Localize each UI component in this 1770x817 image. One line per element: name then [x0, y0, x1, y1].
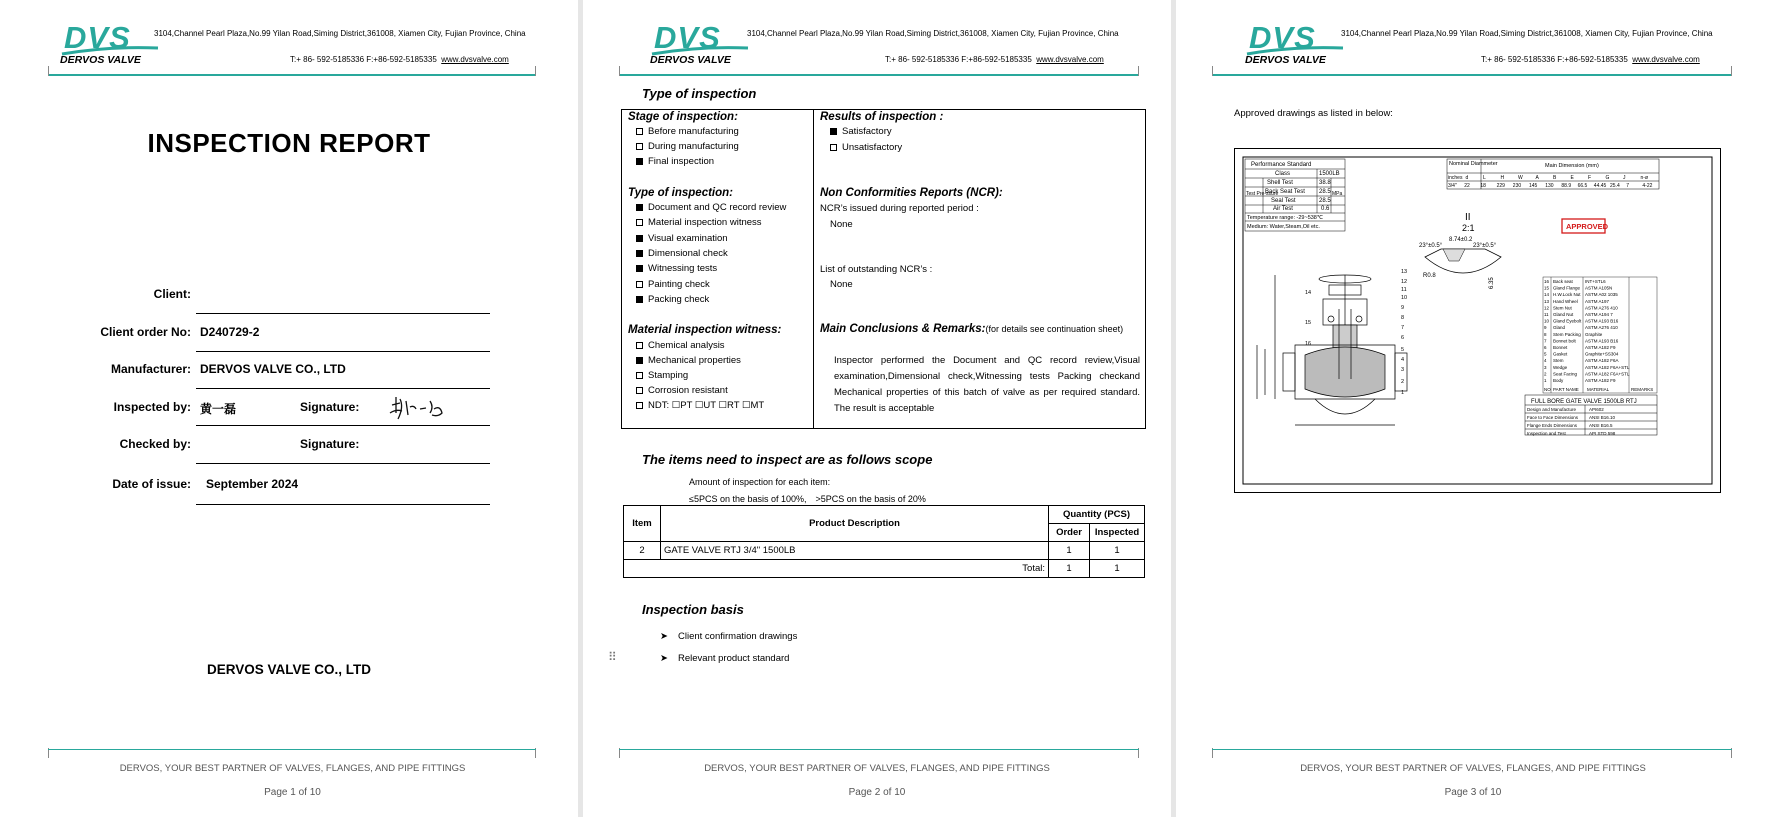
part-no: 3 — [1544, 364, 1547, 370]
type-checkbox-item[interactable] — [636, 217, 762, 228]
handwritten-signature-icon — [386, 391, 448, 423]
callout-number: 11 — [1401, 287, 1407, 293]
part-name: H.W.Lock Nut — [1553, 292, 1581, 298]
material-checkbox-item[interactable] — [636, 370, 688, 381]
seal-value: 28.5 — [1319, 198, 1331, 204]
material-checkbox-item[interactable] — [636, 400, 764, 411]
type-checkbox-item[interactable] — [636, 263, 717, 274]
scope-title: The items need to inspect are as follows scope — [642, 452, 933, 467]
header-tel: T:+ 86- 592-5185336 F:+86-592-5185335 — [1481, 55, 1628, 64]
parts-rows — [1544, 279, 1653, 392]
part-material: ASTM A193 B16 — [1585, 338, 1619, 344]
dim-value: 66.5 — [1577, 183, 1588, 189]
basis-item — [660, 653, 789, 664]
form-line — [196, 351, 490, 352]
conclusion-text: Inspector performed the Document and QC record review,Visual examination,Dimensional check,Witnessing tests Packing checkand Mechanical properties of this batch of valve as per required standard. The result is acceptable — [834, 355, 1140, 414]
header-rule — [1212, 74, 1732, 76]
perf-title: Performance Standard — [1251, 162, 1312, 168]
header-contact — [885, 55, 1104, 64]
detail-dimensions — [1419, 237, 1497, 289]
part-name: Stem Nut — [1553, 305, 1572, 311]
conclusion-heading-text: Main Conclusions & Remarks: — [820, 323, 986, 335]
svg-text:DVS: DVS — [1249, 20, 1316, 55]
dim-header: inches — [1448, 175, 1463, 181]
title-block-label: Design and Manufacture — [1527, 407, 1577, 412]
part-no: 10 — [1544, 318, 1550, 324]
part-no: 1 — [1544, 378, 1547, 383]
manufacturer-value: DERVOS VALVE CO., LTD — [200, 362, 346, 376]
callout-number: 5 — [1401, 347, 1405, 353]
callout-number: 7 — [1401, 325, 1405, 331]
type-checkbox-item[interactable] — [636, 279, 710, 290]
dim-value: 18 — [1480, 183, 1486, 189]
callout-number: 16 — [1305, 341, 1312, 347]
header-address: 3104,Channel Pearl Plaza,No.99 Yilan Road,Siming District,361008, Xiamen City, Fujian Province, China — [747, 29, 1119, 38]
approved-stamp: APPROVED — [1566, 222, 1609, 231]
margin-mark — [619, 66, 620, 76]
checked-box-icon[interactable] — [636, 296, 643, 303]
margin-mark — [1138, 66, 1139, 76]
dim-header: E — [1570, 175, 1574, 181]
air-value: 0.6 — [1321, 206, 1330, 212]
table-row — [624, 542, 1145, 560]
part-no: 7 — [1544, 338, 1547, 344]
dim-value: 22 — [1464, 183, 1470, 189]
svg-text:8.74±0.2: 8.74±0.2 — [1449, 237, 1473, 243]
type-of-inspection-title: Type of inspection — [642, 86, 757, 101]
unchecked-box-icon[interactable] — [636, 372, 643, 379]
valve-cross-section-icon — [1257, 275, 1407, 425]
medium: Medium: Water,Steam,Oil etc. — [1247, 224, 1320, 230]
form-line — [196, 425, 490, 426]
dim-value: 44.45 — [1593, 183, 1607, 189]
dimension-text — [1449, 161, 1599, 169]
stage-checkbox-item[interactable] — [636, 156, 714, 167]
part-name: Seat Facing — [1553, 371, 1578, 377]
arrow-bullet-icon: ➤ — [660, 631, 668, 642]
callout-number: 15 — [1305, 320, 1312, 326]
dim-header: J — [1623, 175, 1626, 181]
dim-header: F — [1588, 175, 1592, 181]
type-checkbox-label: Packing check — [648, 293, 710, 305]
client-label: Client: — [153, 287, 191, 301]
callout-number: 8 — [1401, 315, 1405, 321]
margin-mark — [535, 66, 536, 76]
part-material: ASTM A105N — [1585, 285, 1613, 291]
total-order: 1 — [1049, 560, 1090, 578]
parts-header: PART NAME — [1553, 387, 1579, 392]
basis-item-text: Client confirmation drawings — [678, 631, 798, 642]
svg-text:DERVOS VALVE: DERVOS VALVE — [650, 54, 731, 64]
date-label: Date of issue: — [112, 477, 191, 491]
type-checkbox-label: Material inspection witness — [648, 217, 762, 229]
part-name: Gland Flange — [1553, 285, 1581, 291]
dim-header: B — [1553, 175, 1557, 181]
callout-number: 4 — [1401, 357, 1405, 363]
header-contact — [290, 55, 509, 64]
dim-value: 4-22 — [1642, 183, 1653, 189]
part-no: 6 — [1544, 345, 1547, 350]
unit: MPa — [1332, 191, 1343, 197]
form-line — [196, 313, 490, 314]
part-material: ASTM A276 410 — [1585, 305, 1618, 311]
inspected-by-value: 黄一磊 — [200, 402, 237, 416]
dvs-logo-icon — [1243, 18, 1353, 64]
col-qty-header: Quantity (PCS) — [1049, 506, 1145, 524]
air-test: Air Test — [1273, 206, 1293, 212]
part-no: 9 — [1544, 325, 1547, 331]
margin-mark — [1731, 66, 1732, 76]
part-no: 4 — [1544, 358, 1547, 364]
part-material: ASTM A193 B16 — [1585, 318, 1619, 324]
svg-text:DERVOS VALVE: DERVOS VALVE — [1245, 54, 1326, 64]
date-value: September 2024 — [206, 477, 299, 491]
stage-checkbox-label: Before manufacturing — [648, 126, 739, 137]
valve-drawing-svg — [1235, 149, 1720, 492]
callout-number: 6 — [1401, 335, 1405, 341]
dim-header: L — [1483, 175, 1486, 181]
stage-checkbox-item[interactable] — [636, 141, 739, 152]
unchecked-box-icon[interactable] — [830, 144, 837, 151]
drag-handle-icon[interactable]: ⠿ — [608, 650, 617, 664]
callout-number: 12 — [1401, 279, 1408, 285]
title-block-label: Face to Face Dimensions — [1527, 415, 1579, 420]
part-name: Back seat — [1553, 279, 1573, 284]
dim-value: 88.9 — [1561, 183, 1572, 189]
col-item-header: Item — [624, 506, 661, 542]
dim-header-row — [1448, 175, 1648, 181]
part-material: ASTM A197 — [1585, 298, 1610, 304]
total-label: Total: — [624, 560, 1049, 578]
part-name: Stem Packing — [1553, 331, 1581, 337]
part-name: Gasket — [1553, 351, 1568, 357]
dim-value: 145 — [1529, 183, 1538, 189]
temp-range: Temperature range: -29~538℃ — [1247, 215, 1324, 221]
dim-value: 130 — [1545, 183, 1554, 189]
title-block-value: ANSI B16.5 — [1589, 423, 1613, 428]
class-value: 1500LB — [1319, 171, 1340, 177]
signature-label: Signature: — [300, 400, 360, 414]
svg-text:6.35: 6.35 — [1489, 277, 1495, 289]
table-total-row — [624, 560, 1145, 578]
shell-value: 38.8 — [1319, 180, 1331, 186]
part-material: ASTM A182 F6A — [1585, 358, 1619, 364]
type-checkbox-item[interactable] — [636, 202, 786, 213]
part-material: INT+STL6 — [1585, 279, 1606, 284]
parts-header: MATERIAL — [1587, 387, 1610, 392]
stage-checkbox-label: Final inspection — [648, 156, 715, 167]
type-checkbox-label: Painting check — [648, 278, 710, 290]
material-checkbox-item[interactable] — [636, 385, 728, 396]
dvs-logo-icon — [648, 18, 758, 64]
part-name: Bonnet — [1553, 345, 1568, 350]
ncr-issued-value: None — [830, 219, 853, 230]
margin-mark — [1212, 66, 1213, 76]
part-material: ASTM A182 F9 — [1585, 345, 1616, 350]
basis-title: Inspection basis — [642, 602, 744, 617]
header-rule — [48, 74, 536, 76]
inspection-box-divider — [813, 109, 814, 429]
material-checkbox-label: NDT: ☐PT ☐UT ☐RT ☐MT — [648, 400, 765, 411]
form-line — [196, 504, 490, 505]
material-checkbox-item[interactable] — [636, 355, 741, 366]
back-value: 28.5 — [1319, 189, 1331, 195]
shell-test: Shell Test — [1267, 180, 1293, 186]
svg-text:DVS: DVS — [64, 20, 131, 55]
part-material: Graphite+SS304 — [1585, 351, 1619, 357]
header-website[interactable]: www.dvsvalve.com — [1036, 55, 1104, 64]
checked-box-icon[interactable] — [830, 128, 837, 135]
footer-slogan: DERVOS, YOUR BEST PARTNER OF VALVES, FLANGES, AND PIPE FITTINGS — [1300, 763, 1646, 774]
col-inspected-header: Inspected — [1090, 524, 1145, 542]
svg-text:R0.8: R0.8 — [1423, 273, 1436, 279]
title-block-value: API602 — [1589, 407, 1604, 412]
basis-item — [660, 631, 797, 642]
type-heading: Type of inspection: — [628, 187, 733, 199]
material-checkbox-label: Mechanical properties — [648, 355, 741, 366]
svg-text:23°±0.5°: 23°±0.5° — [1419, 243, 1443, 249]
dim-header: G — [1605, 175, 1610, 181]
detail-scale: 2:1 — [1462, 223, 1475, 233]
footer-slogan: DERVOS, YOUR BEST PARTNER OF VALVES, FLANGES, AND PIPE FITTINGS — [704, 763, 1050, 774]
seal-test: Seal Test — [1271, 198, 1296, 204]
part-name: Gland — [1553, 325, 1566, 331]
part-no: 11 — [1544, 312, 1549, 317]
dim-value: 3/4" — [1448, 183, 1457, 189]
title-block-value: ANSI B16.10 — [1589, 415, 1616, 420]
type-checkbox-item[interactable] — [636, 294, 709, 305]
form-line — [196, 388, 490, 389]
col-desc-header: Product Description — [661, 506, 1049, 542]
row-item: 2 — [624, 542, 661, 560]
items-table — [623, 505, 1145, 578]
unchecked-box-icon[interactable] — [636, 387, 643, 394]
unchecked-box-icon[interactable] — [636, 281, 643, 288]
dim-header: A — [1535, 175, 1539, 181]
order-value: D240729-2 — [200, 325, 260, 339]
dim-header: d — [1465, 175, 1469, 181]
dim-value-row — [1448, 183, 1653, 189]
footer-rule — [619, 749, 1139, 750]
dim-value: 7 — [1626, 183, 1629, 189]
material-checkbox-item[interactable] — [636, 340, 725, 351]
checked-by-label: Checked by: — [119, 437, 191, 451]
header-address: 3104,Channel Pearl Plaza,No.99 Yilan Road,Siming District,361008, Xiamen City, Fujian Province, China — [1341, 29, 1713, 38]
svg-text:DVS: DVS — [654, 20, 721, 55]
stage-checkbox-label: During manufacturing — [648, 141, 739, 152]
test-pressure: Test Pre-ssure — [1246, 191, 1279, 197]
title-block-value: API STD 598 — [1589, 431, 1616, 436]
header-tel: T:+ 86- 592-5185336 F:+86-592-5185335 — [885, 55, 1032, 64]
result-checkbox-item[interactable] — [830, 142, 902, 153]
parts-header: NO — [1544, 387, 1551, 392]
report-page-3 — [1176, 0, 1770, 817]
title-block-label: Inspection and Test — [1527, 431, 1566, 436]
part-no: 5 — [1544, 351, 1547, 357]
arrow-bullet-icon: ➤ — [660, 653, 668, 664]
ncr-outstanding-value: None — [830, 279, 853, 290]
part-material: ASTM A02 1035 — [1585, 292, 1618, 298]
result-checkbox-label: Unsatisfactory — [842, 141, 903, 153]
conclusion-heading — [820, 323, 1123, 335]
signature-label: Signature: — [300, 437, 360, 451]
dim-header: W — [1518, 175, 1523, 181]
result-checkbox-item[interactable] — [830, 126, 892, 137]
basis-line: ≤5PCS on the basis of 100%, >5PCS on the basis of 20% — [689, 494, 926, 504]
part-name: Bonnet bolt — [1553, 338, 1576, 344]
report-page-1 — [0, 0, 578, 817]
type-checkbox-label: Dimensional check — [648, 247, 728, 259]
header-tel: T:+ 86- 592-5185336 F:+86-592-5185335 — [290, 55, 437, 64]
part-material: ASTM A182 F6A+STL — [1585, 371, 1630, 377]
header-address: 3104,Channel Pearl Plaza,No.99 Yilan Road,Siming District,361008, Xiamen City, Fujian Province, China — [154, 29, 526, 38]
part-material: Graphite — [1585, 331, 1603, 337]
valve-drawing — [1234, 148, 1721, 493]
type-checkbox-item[interactable] — [636, 248, 728, 259]
type-checkbox-label: Visual examination — [648, 232, 728, 244]
material-heading: Material inspection witness: — [628, 324, 782, 336]
stage-checkbox-item[interactable] — [636, 126, 739, 137]
unchecked-box-icon[interactable] — [636, 128, 643, 135]
material-checkbox-label: Chemical analysis — [648, 340, 725, 351]
report-title: INSPECTION REPORT — [147, 128, 431, 158]
svg-text:23°±0.5°: 23°±0.5° — [1473, 243, 1497, 249]
title-block-rows — [1527, 407, 1616, 436]
detail-label: II — [1465, 212, 1471, 223]
callout-number: 2 — [1401, 379, 1405, 385]
part-no: 13 — [1544, 298, 1550, 304]
checked-box-icon[interactable] — [636, 235, 643, 242]
stage-heading: Stage of inspection: — [628, 111, 738, 123]
dim-value: 230 — [1512, 183, 1522, 189]
part-material: ASTM A276 410 — [1585, 325, 1618, 331]
part-material: ASTM A182 F6A+STL — [1585, 364, 1630, 370]
footer-rule — [48, 749, 536, 750]
back-seat-test: Back Seat Test — [1265, 189, 1305, 195]
callout-number: 14 — [1305, 290, 1312, 296]
part-no: 2 — [1544, 371, 1547, 377]
header-website[interactable]: www.dvsvalve.com — [441, 55, 509, 64]
header-website[interactable]: www.dvsvalve.com — [1632, 55, 1700, 64]
nominal: Nominal Diammeter — [1449, 161, 1498, 167]
total-inspected: 1 — [1090, 560, 1145, 578]
part-no: 15 — [1544, 285, 1550, 291]
ncr-outstanding-label: List of outstanding NCR’s : — [820, 264, 933, 275]
material-checkbox-label: Corrosion resistant — [648, 385, 728, 396]
page-number: Page 2 of 10 — [848, 787, 906, 798]
part-material: ASTM A182 F9 — [1585, 378, 1616, 383]
report-page-2 — [583, 0, 1171, 817]
callout-number: 10 — [1401, 295, 1408, 301]
unchecked-box-icon[interactable] — [636, 143, 643, 150]
dim-value: 25.4 — [1610, 183, 1620, 189]
part-material: ASTM A194 7 — [1585, 312, 1613, 317]
col-order-header: Order — [1049, 524, 1090, 542]
inspected-by-label: Inspected by: — [113, 400, 191, 414]
basis-item-text: Relevant product standard — [678, 653, 790, 664]
checked-box-icon[interactable] — [636, 158, 643, 165]
row-inspected: 1 — [1090, 542, 1145, 560]
footer-rule — [1212, 749, 1732, 750]
footer-slogan: DERVOS, YOUR BEST PARTNER OF VALVES, FLANGES, AND PIPE FITTINGS — [119, 763, 466, 774]
main-dimension: Main Dimension (mm) — [1545, 163, 1599, 169]
type-checkbox-label: Witnessing tests — [648, 263, 718, 275]
title-block-label: Flange Ends Dimensions — [1527, 423, 1578, 428]
checked-box-icon[interactable] — [636, 357, 643, 364]
form-line — [196, 463, 490, 464]
dim-header: H — [1500, 175, 1505, 181]
unchecked-box-icon[interactable] — [636, 402, 643, 409]
part-name: Gland Eyebolt — [1553, 318, 1582, 324]
conclusion-note: (for details see continuation sheet) — [985, 324, 1124, 334]
part-no: 8 — [1544, 331, 1547, 337]
header-rule — [619, 74, 1139, 76]
unchecked-box-icon[interactable] — [636, 219, 643, 226]
row-order: 1 — [1049, 542, 1090, 560]
callout-number: 13 — [1401, 269, 1408, 275]
checked-box-icon[interactable] — [636, 265, 643, 272]
unchecked-box-icon[interactable] — [636, 342, 643, 349]
title-block-text: FULL BORE GATE VALVE 1500LB RTJ — [1531, 399, 1637, 405]
row-desc: GATE VALVE RTJ 3/4" 1500LB — [661, 542, 1049, 560]
part-no: 16 — [1544, 279, 1550, 284]
svg-text:DERVOS VALVE: DERVOS VALVE — [60, 54, 141, 64]
page-number: Page 1 of 10 — [264, 787, 321, 798]
dvs-logo-icon — [58, 18, 168, 64]
part-no: 12 — [1544, 305, 1550, 311]
part-no: 14 — [1544, 292, 1550, 298]
amount-line: Amount of inspection for each item: — [689, 477, 831, 487]
margin-mark — [48, 66, 49, 76]
order-label: Client order No: — [100, 325, 191, 339]
part-name: Gland Nut — [1553, 312, 1574, 317]
class-label: Class — [1275, 171, 1291, 177]
type-checkbox-item[interactable] — [636, 233, 728, 244]
checked-box-icon[interactable] — [636, 250, 643, 257]
material-checkbox-label: Stamping — [648, 370, 689, 381]
ncr-heading: Non Conformities Reports (NCR): — [820, 187, 1003, 199]
drawings-intro: Approved drawings as listed in below: — [1234, 108, 1393, 119]
part-name: Stem — [1553, 358, 1564, 364]
part-name: Body — [1553, 378, 1564, 383]
company-name: DERVOS VALVE CO., LTD — [206, 662, 372, 677]
manufacturer-label: Manufacturer: — [110, 362, 191, 376]
result-checkbox-label: Satisfactory — [842, 126, 892, 137]
results-heading: Results of inspection : — [820, 111, 944, 123]
callout-number: 9 — [1401, 305, 1405, 311]
page-number: Page 3 of 10 — [1444, 787, 1502, 798]
checked-box-icon[interactable] — [636, 204, 643, 211]
parts-header: REMARKS — [1631, 387, 1654, 392]
part-name: Hand Wheel — [1553, 298, 1578, 304]
header-contact — [1481, 55, 1700, 64]
callout-number: 3 — [1401, 367, 1405, 373]
type-checkbox-label: Document and QC record review — [648, 202, 787, 213]
groove-fill — [1443, 249, 1465, 261]
callout-number: 1 — [1401, 390, 1405, 396]
part-name: Wedge — [1553, 364, 1568, 370]
ncr-issued-label: NCR’s issued during reported period : — [820, 203, 979, 214]
dim-header: n-ø — [1640, 175, 1648, 181]
dim-value: 229 — [1496, 183, 1505, 189]
